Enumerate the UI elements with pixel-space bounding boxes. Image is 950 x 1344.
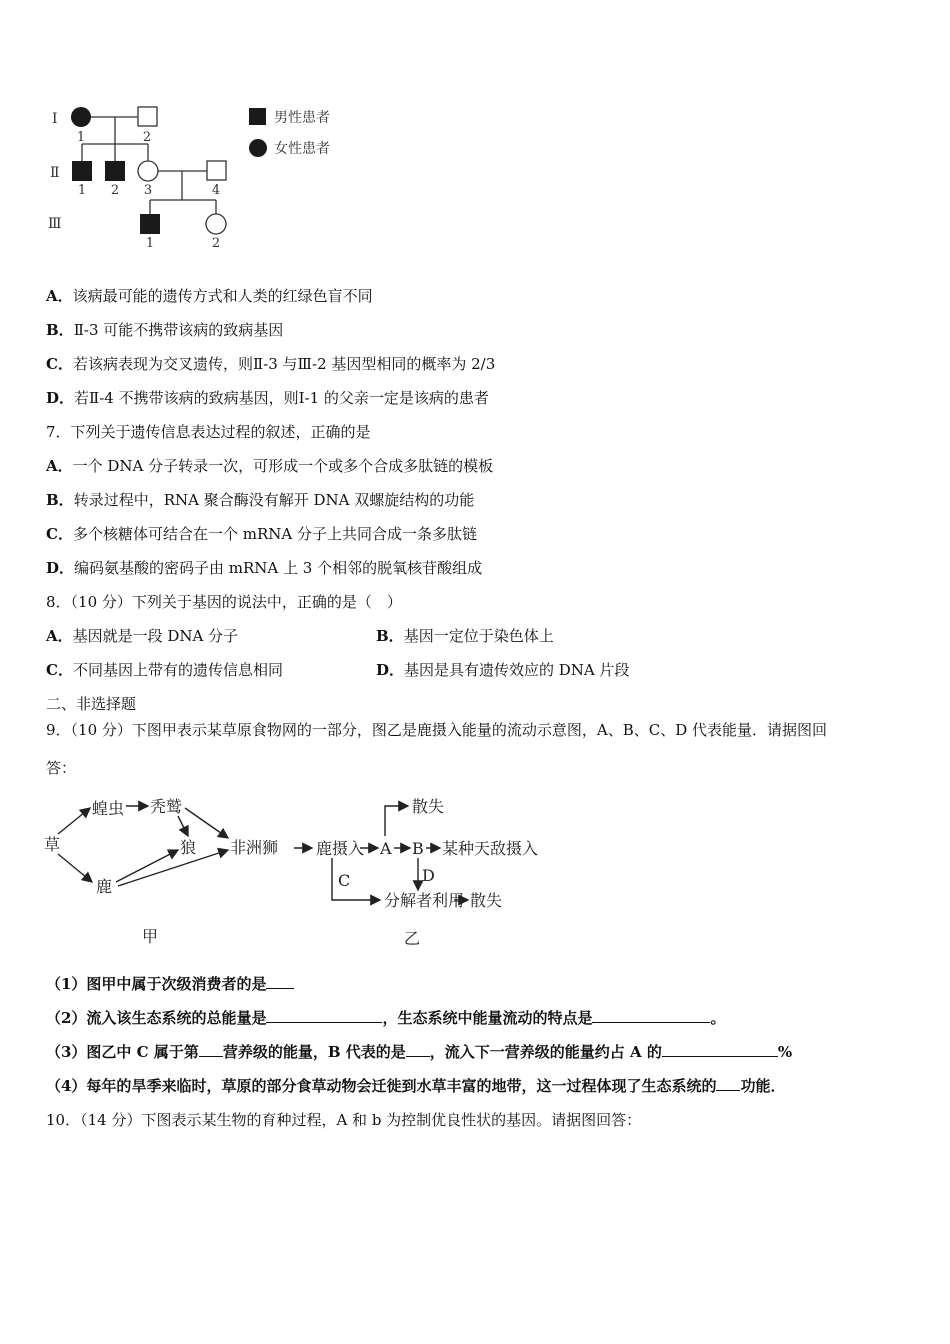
option-text: 转录过程中，RNA 聚合酶没有解开 DNA 双螺旋结构的功能 xyxy=(73,491,475,509)
q7-stem: 7．下列关于遗传信息表达过程的叙述，正确的是 xyxy=(46,423,371,441)
pedigree-number: 1 xyxy=(76,130,86,145)
option-text: 基因一定位于染色体上 xyxy=(403,627,554,645)
option-text: 若Ⅱ-4 不携带该病的致病基因，则Ⅰ-1 的父亲一定是该病的患者 xyxy=(74,389,489,407)
q9-stem-line1: 9．（10 分）下图甲表示某草原食物网的一部分，图乙是鹿摄入能量的流动示意图，A、B、C、D 代表能量．请据图回 xyxy=(46,721,828,739)
option-text: 不同基因上带有的遗传信息相同 xyxy=(72,661,283,679)
caption-jia: 甲 xyxy=(142,927,159,946)
option-label: D． xyxy=(376,661,405,679)
legend-male-patient-label: 男性患者 xyxy=(274,110,330,126)
answer-blank[interactable] xyxy=(406,1042,430,1057)
pedigree-ii1-affected-male xyxy=(72,161,92,181)
section-title: 二、非选择题 xyxy=(46,695,137,713)
caption-yi: 乙 xyxy=(404,929,421,948)
q9-sub3-part4: % xyxy=(777,1043,793,1061)
flow-a: A xyxy=(380,839,392,858)
node-wolf: 狼 xyxy=(180,838,197,857)
pedigree-number: 1 xyxy=(77,183,87,198)
q9-sub3-part2: 营养级的能量，B 代表的是 xyxy=(222,1043,406,1061)
arrow-deer-lion xyxy=(118,850,228,886)
q8-option-d xyxy=(376,660,630,680)
pedigree-number: 2 xyxy=(110,183,120,198)
pedigree-gen-label: Ⅱ xyxy=(50,165,60,181)
legend-male-patient-icon xyxy=(249,108,266,125)
q6-option-a xyxy=(46,286,373,306)
answer-blank[interactable] xyxy=(662,1042,778,1057)
flow-b: B xyxy=(412,839,424,858)
q9-sub4-part1: （4）每年的旱季来临时，草原的部分食草动物会迁徙到水草丰富的地带，这一过程体现了生态系统的 xyxy=(46,1077,717,1095)
pedigree-i2-normal-male xyxy=(138,107,157,126)
q9-sub3 xyxy=(46,1042,792,1062)
q9-sub4-part2: 功能． xyxy=(740,1077,786,1095)
pedigree-ii2-affected-male xyxy=(105,161,125,181)
pedigree-ii3-normal-female xyxy=(138,161,158,181)
option-text: Ⅱ-3 可能不携带该病的致病基因 xyxy=(73,321,284,339)
q9-sub1-text: （1）图甲中属于次级消费者的是 xyxy=(46,975,267,993)
option-text: 基因是具有遗传效应的 DNA 片段 xyxy=(404,661,630,679)
option-text: 编码氨基酸的密码子由 mRNA 上 3 个相邻的脱氧核苷酸组成 xyxy=(74,559,483,577)
q8-stem: 8．（10 分）下列关于基因的说法中，正确的是（ ） xyxy=(46,593,402,611)
q9-sub2 xyxy=(46,1008,725,1028)
option-label: B． xyxy=(46,321,74,339)
pedigree-diagram xyxy=(40,100,360,260)
pedigree-number: 1 xyxy=(145,236,155,251)
pedigree-iii2-normal-female xyxy=(206,214,226,234)
flow-decomposer: 分解者利用 xyxy=(384,891,465,910)
q8-option-a xyxy=(46,626,238,646)
node-locust: 蝗虫 xyxy=(92,799,125,818)
option-text: 该病最可能的遗传方式和人类的红绿色盲不同 xyxy=(72,287,373,305)
q6-option-d xyxy=(46,388,489,408)
q8-option-b xyxy=(376,626,554,646)
node-deer: 鹿 xyxy=(96,877,113,896)
answer-blank[interactable] xyxy=(199,1042,223,1057)
q9-sub3-part1: （3）图乙中 C 属于第 xyxy=(46,1043,199,1061)
q6-option-c xyxy=(46,354,495,374)
option-label: B． xyxy=(376,627,404,645)
pedigree-number: 2 xyxy=(142,130,152,145)
q7-option-c xyxy=(46,524,477,544)
option-text: 一个 DNA 分子转录一次，可形成一个或多个合成多肽链的模板 xyxy=(72,457,494,475)
arrow-grass-locust xyxy=(58,808,90,834)
arrow-vulture-lion xyxy=(185,808,228,838)
answer-blank[interactable] xyxy=(266,1008,382,1023)
answer-blank[interactable] xyxy=(266,974,294,989)
node-lion: 非洲狮 xyxy=(230,838,279,857)
q7-option-d xyxy=(46,558,482,578)
q7-option-a xyxy=(46,456,493,476)
option-label: D． xyxy=(46,389,75,407)
q9-sub2-part2: ，生态系统中能量流动的特点是 xyxy=(382,1009,593,1027)
legend-female-patient-icon xyxy=(249,139,267,157)
pedigree-ii4-normal-male xyxy=(207,161,226,180)
q10-stem: 10．（14 分）下图表示某生物的育种过程，A 和 b 为控制优良性状的基因。请据图回答： xyxy=(46,1111,642,1129)
q7-option-b xyxy=(46,490,474,510)
q9-sub4 xyxy=(46,1076,785,1096)
flow-d: D xyxy=(422,866,435,885)
arrow-vulture-wolf xyxy=(178,816,188,836)
option-label: A． xyxy=(46,287,73,305)
pedigree-i1-affected-female xyxy=(71,107,91,127)
q9-sub2-part3: 。 xyxy=(710,1009,726,1027)
q9-sub3-part3: ，流入下一营养级的能量约占 A 的 xyxy=(429,1043,662,1061)
answer-blank[interactable] xyxy=(592,1008,710,1023)
flow-loss-top: 散失 xyxy=(412,797,445,816)
option-text: 多个核糖体可结合在一个 mRNA 分子上共同合成一条多肽链 xyxy=(72,525,477,543)
answer-blank[interactable] xyxy=(716,1076,740,1091)
q8-option-c xyxy=(46,660,283,680)
q9-sub2-part1: （2）流入该生态系统的总能量是 xyxy=(46,1009,267,1027)
pedigree-number: 4 xyxy=(211,183,221,198)
pedigree-number: 3 xyxy=(143,183,153,198)
option-label: C． xyxy=(46,661,73,679)
q6-option-b xyxy=(46,320,283,340)
ecology-diagrams xyxy=(40,786,540,956)
option-label: D． xyxy=(46,559,75,577)
pedigree-gen-label: Ⅰ xyxy=(52,111,58,127)
option-label: A． xyxy=(46,627,73,645)
node-vulture: 秃鹫 xyxy=(150,797,183,816)
q9-stem-line2: 答： xyxy=(46,759,77,777)
flow-enemy-intake: 某种天敌摄入 xyxy=(442,839,539,858)
flow-c: C xyxy=(338,871,351,890)
option-label: C． xyxy=(46,355,73,373)
option-text: 基因就是一段 DNA 分子 xyxy=(72,627,239,645)
pedigree-number: 2 xyxy=(211,236,221,251)
option-label: B． xyxy=(46,491,74,509)
option-label: C． xyxy=(46,525,73,543)
pedigree-gen-label: Ⅲ xyxy=(48,216,62,232)
legend-female-patient-label: 女性患者 xyxy=(274,141,330,157)
flow-deer-intake: 鹿摄入 xyxy=(316,839,365,858)
pedigree-iii1-affected-male xyxy=(140,214,160,234)
flow-loss-bottom: 散失 xyxy=(470,891,503,910)
option-text: 若该病表现为交叉遗传，则Ⅱ-3 与Ⅲ-2 基因型相同的概率为 2/3 xyxy=(72,355,496,373)
arrow-a-loss xyxy=(385,806,408,836)
option-label: A． xyxy=(46,457,73,475)
node-grass: 草 xyxy=(44,835,61,854)
arrow-grass-deer xyxy=(58,854,92,882)
q9-sub1 xyxy=(46,974,294,994)
